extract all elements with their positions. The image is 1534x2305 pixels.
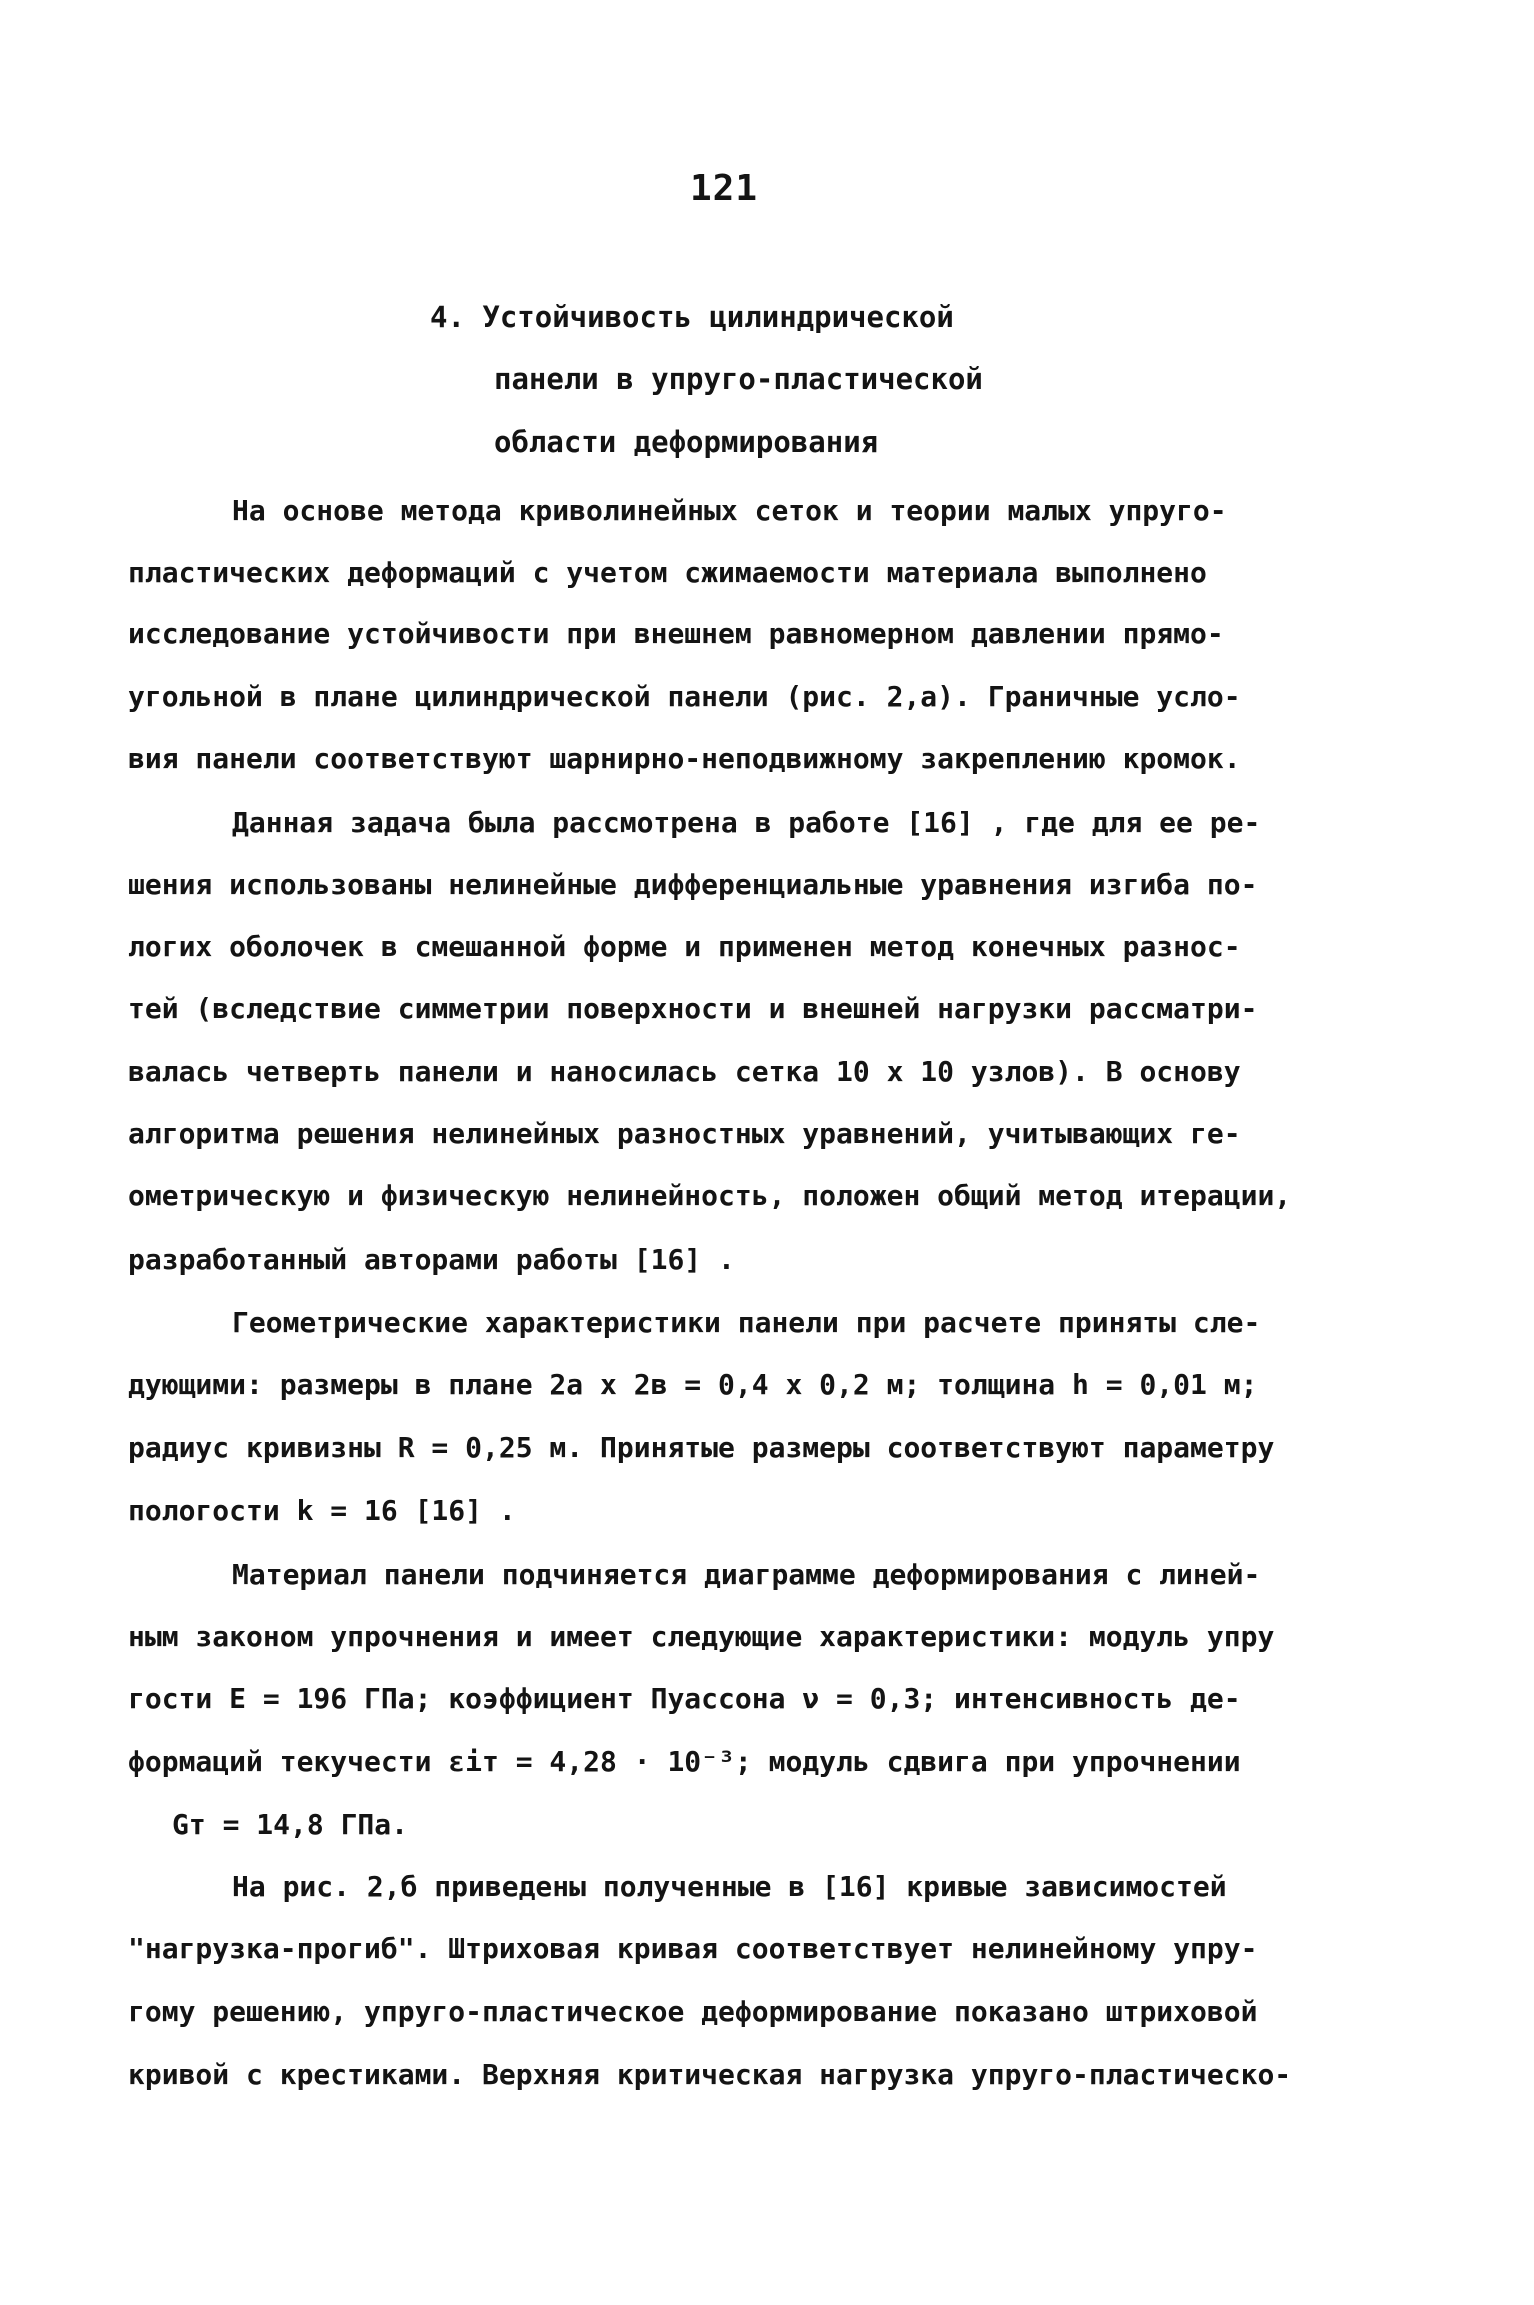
paragraph-1-line: пластических деформаций с учетом сжимаемости материала выполнено — [128, 556, 1207, 589]
paragraph-5-line: кривой с крестиками. Верхняя критическая нагрузка упруго-пластическо- — [128, 2058, 1292, 2091]
paragraph-2-line: тей (вследствие симметрии поверхности и внешней нагрузки рассматри- — [128, 992, 1258, 1025]
paragraph-1-line: исследование устойчивости при внешнем равномерном давлении прямо- — [128, 617, 1224, 650]
page-number: 121 — [690, 168, 759, 209]
paragraph-4-line: Gт = 14,8 ГПа. — [172, 1808, 409, 1841]
section-heading-line-2: панели в упруго-пластической — [494, 362, 983, 396]
section-heading-line-3: области деформирования — [494, 425, 879, 459]
section-heading-line-1: 4. Устойчивость цилиндрической — [430, 300, 954, 334]
paragraph-5-line: "нагрузка-прогиб". Штриховая кривая соответствует нелинейному упру- — [128, 1932, 1258, 1965]
paragraph-1-line: На основе метода криволинейных сеток и теории малых упруго- — [232, 494, 1227, 527]
paragraph-2-line: валась четверть панели и наносилась сетка 10 x 10 узлов). В основу — [128, 1055, 1241, 1088]
paragraph-1-line: вия панели соответствуют шарнирно-неподвижному закреплению кромок. — [128, 742, 1241, 775]
paragraph-2-line: алгоритма решения нелинейных разностных уравнений, учитывающих ге- — [128, 1117, 1241, 1150]
paragraph-4-line: ным законом упрочнения и имеет следующие характеристики: модуль упру — [128, 1620, 1275, 1653]
paragraph-4-line: Материал панели подчиняется диаграмме деформирования с линей- — [232, 1558, 1261, 1591]
paragraph-2-line: шения использованы нелинейные дифференциальные уравнения изгиба по- — [128, 868, 1258, 901]
paragraph-2-line: Данная задача была рассмотрена в работе [16] , где для ее ре- — [232, 806, 1261, 839]
paragraph-3-line: радиус кривизны R = 0,25 м. Принятые размеры соответствуют параметру — [128, 1431, 1275, 1464]
paragraph-2-line: логих оболочек в смешанной форме и применен метод конечных разнос- — [128, 930, 1241, 963]
paragraph-3-line: Геометрические характеристики панели при расчете приняты сле- — [232, 1306, 1261, 1339]
paragraph-5-line: На рис. 2,б приведены полученные в [16] кривые зависимостей — [232, 1870, 1227, 1903]
paragraph-5-line: гому решению, упруго-пластическое деформирование показано штриховой — [128, 1995, 1258, 2028]
paragraph-3-line: пологости k = 16 [16] . — [128, 1494, 516, 1527]
paragraph-3-line: дующими: размеры в плане 2а x 2в = 0,4 x 0,2 м; толщина h = 0,01 м; — [128, 1368, 1258, 1401]
paragraph-2-line: ометрическую и физическую нелинейность, положен общий метод итерации, — [128, 1179, 1292, 1212]
paragraph-4-line: формаций текучести εiт = 4,28 · 10⁻³; модуль сдвига при упрочнении — [128, 1745, 1241, 1778]
paragraph-2-line: разработанный авторами работы [16] . — [128, 1243, 735, 1276]
paragraph-4-line: гости E = 196 ГПа; коэффициент Пуассона ν = 0,3; интенсивность де- — [128, 1682, 1241, 1715]
paragraph-1-line: угольной в плане цилиндрической панели (рис. 2,а). Граничные усло- — [128, 680, 1241, 713]
